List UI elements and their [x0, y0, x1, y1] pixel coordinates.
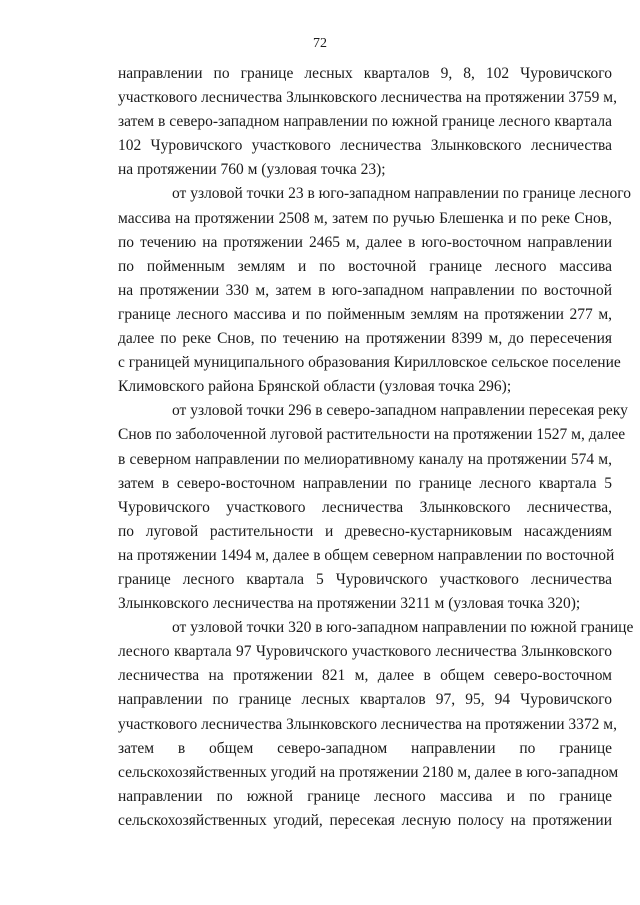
- text-line: направлении по границе лесных кварталов 97, 95, 94 Чуровичского: [118, 691, 612, 709]
- text-line: участкового лесничества Злынковского лесничества на протяжении 3372 м,: [118, 715, 617, 733]
- text-line: в северном направлении по мелиоративному каналу на протяжении 574 м,: [118, 450, 612, 468]
- text-line: на протяжении 760 м (узловая точка 23);: [118, 161, 386, 179]
- text-line: Злынковского лесничества на протяжении 3211 м (узловая точка 320);: [118, 595, 581, 613]
- text-line: 102 Чуровичского участкового лесничества Злынковского лесничества: [118, 137, 612, 155]
- text-line: границе лесного квартала 5 Чуровичского участкового лесничества: [118, 570, 612, 588]
- text-line: затем в общем северо-западном направлении по границе: [118, 739, 612, 757]
- text-line: с границей муниципального образования Кирилловское сельское поселение: [118, 354, 621, 372]
- text-line: сельскохозяйственных угодий, пересекая лесную полосу на протяжении: [118, 811, 612, 829]
- text-line: массива на протяжении 2508 м, затем по ручью Блешенка и по реке Снов,: [118, 209, 612, 227]
- text-line: далее по реке Снов, по течению на протяжении 8399 м, до пересечения: [118, 330, 612, 348]
- text-line: участкового лесничества Злынковского лесничества на протяжении 3759 м,: [118, 89, 617, 107]
- text-line: от узловой точки 296 в северо-западном направлении пересекая реку: [172, 402, 628, 420]
- text-line: по пойменным землям и по восточной границе лесного массива: [118, 257, 612, 275]
- text-line: по луговой растительности и древесно-кустарниковым насаждениям: [118, 522, 612, 540]
- page-number: 72: [313, 36, 327, 51]
- text-line: по течению на протяжении 2465 м, далее в юго-восточном направлении: [118, 233, 612, 251]
- document-body: [118, 62, 634, 833]
- text-line: границе лесного массива и по пойменным землям на протяжении 277 м,: [118, 305, 612, 323]
- text-line: лесничества на протяжении 821 м, далее в общем северо-восточном: [118, 667, 612, 685]
- text-line: направлении по южной границе лесного массива и по границе: [118, 787, 612, 805]
- text-line: затем в северо-восточном направлении по границе лесного квартала 5: [118, 474, 612, 492]
- text-line: затем в северо-западном направлении по южной границе лесного квартала: [118, 113, 612, 131]
- text-line: на протяжении 330 м, затем в юго-западном направлении по восточной: [118, 281, 612, 299]
- text-line: Снов по заболоченной луговой растительности на протяжении 1527 м, далее: [118, 426, 626, 444]
- text-line: лесного квартала 97 Чуровичского участкового лесничества Злынковского: [118, 643, 612, 661]
- text-line: Чуровичского участкового лесничества Злынковского лесничества,: [118, 498, 612, 516]
- text-line: на протяжении 1494 м, далее в общем северном направлении по восточной: [118, 546, 615, 564]
- text-line: от узловой точки 320 в юго-западном направлении по южной границе: [172, 619, 634, 637]
- text-line: Климовского района Брянской области (узловая точка 296);: [118, 378, 512, 396]
- text-line: направлении по границе лесных кварталов 9, 8, 102 Чуровичского: [118, 65, 612, 82]
- text-line: от узловой точки 23 в юго-западном направлении по границе лесного: [172, 185, 631, 203]
- text-line: сельскохозяйственных угодий на протяжении 2180 м, далее в юго-западном: [118, 763, 619, 781]
